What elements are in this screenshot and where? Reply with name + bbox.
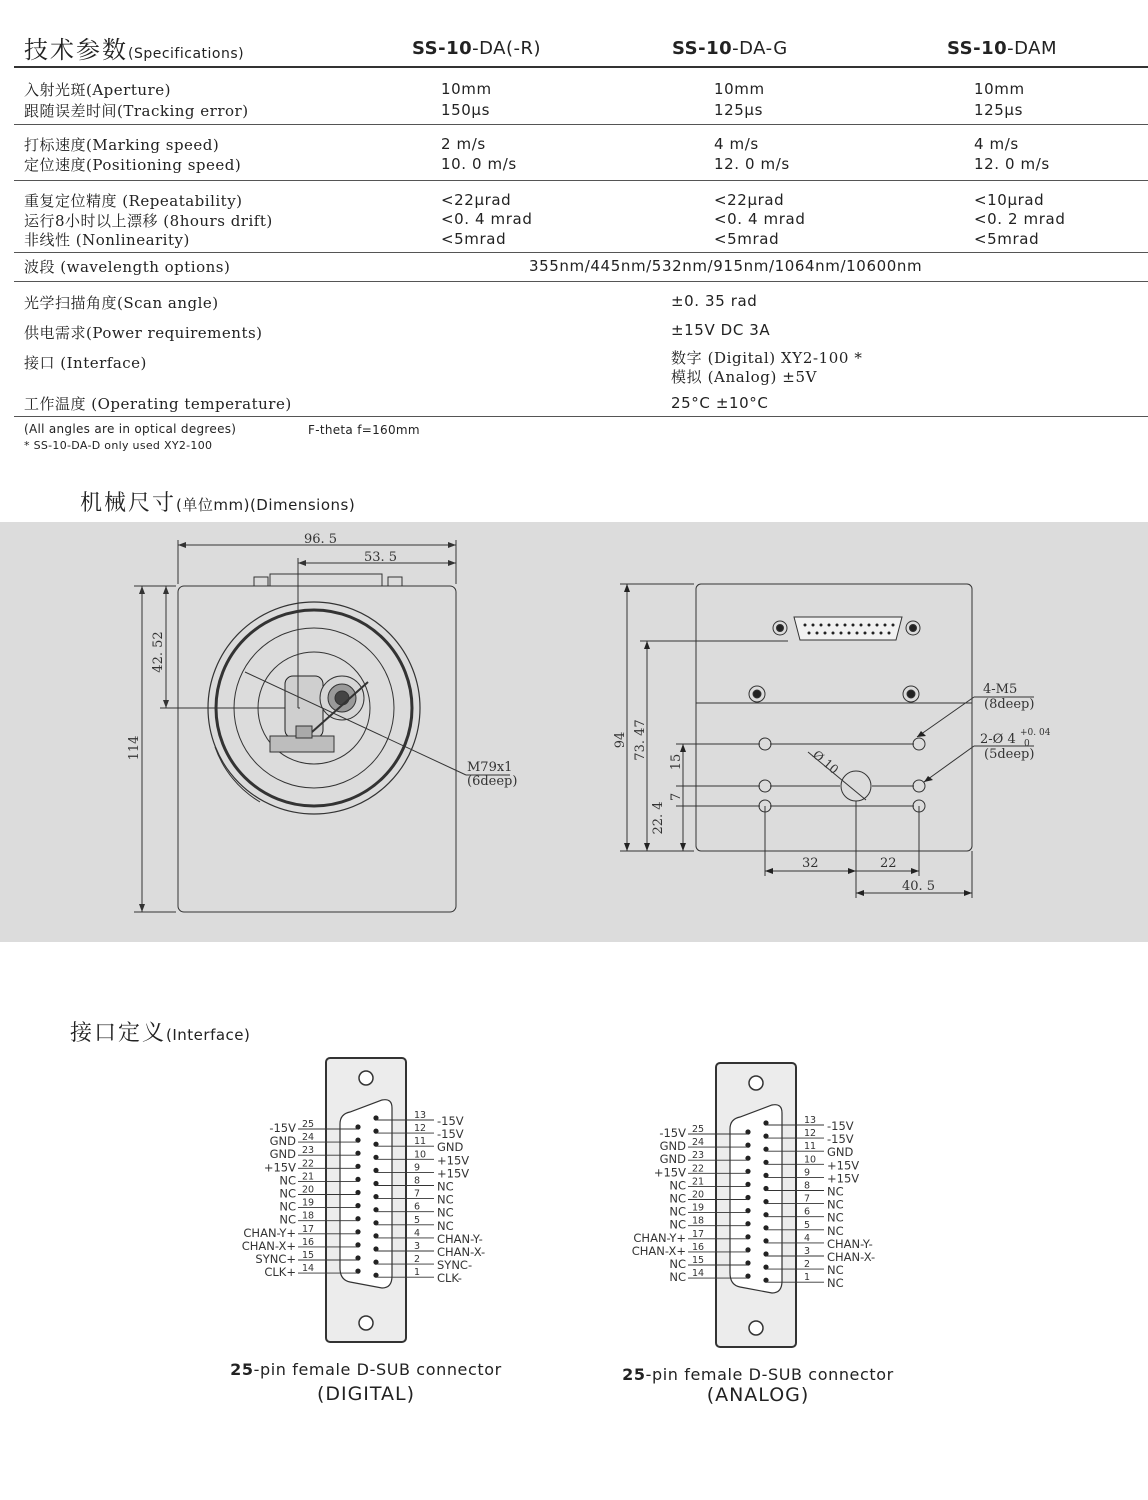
pin-signal-label: -15V: [437, 1127, 464, 1142]
digital-caption: [206, 1360, 526, 1379]
spec-value: <5mrad: [974, 230, 1040, 248]
model-header-2: [672, 38, 788, 59]
specs-title-en: (Specifications): [128, 46, 245, 62]
dimensions-title-en: (Dimensions): [249, 496, 356, 514]
pin-number: 16: [302, 1236, 315, 1248]
front-thread-depth: (6deep): [467, 774, 518, 789]
analog-caption-type: (ANALOG): [706, 1384, 810, 1406]
pin-signal-label: NC: [669, 1270, 686, 1285]
pin-signal-label: SYNC+: [255, 1252, 296, 1266]
spec-value-temperature: 25°C ±10°C: [671, 394, 769, 412]
model-header-1: [412, 38, 541, 59]
spec-label-interface: 接口 (Interface): [24, 354, 147, 372]
pin-signal-label: NC: [437, 1179, 454, 1194]
pin-number: 2: [804, 1259, 811, 1271]
interface-title-en: (Interface): [166, 1026, 251, 1044]
pin-signal-label: -15V: [659, 1126, 686, 1140]
front-dim-center: 53. 5: [364, 550, 398, 565]
side-dim-height: 94: [613, 731, 628, 749]
spec-value: <10μrad: [974, 191, 1045, 209]
analog-connector-diagram: [590, 1055, 930, 1355]
pin-number: 20: [692, 1189, 705, 1201]
front-dim-width: 96. 5: [304, 532, 338, 547]
spec-value: 4 m/s: [974, 135, 1019, 153]
spec-value: <5mrad: [714, 230, 780, 248]
spec-label-wavelength: 波段 (wavelength options): [24, 258, 231, 276]
divider: [14, 66, 1148, 68]
spec-value: 150μs: [441, 101, 490, 119]
mount-hole-icon: [359, 1071, 373, 1085]
spec-value-power: ±15V DC 3A: [671, 321, 771, 339]
pin-number: 20: [302, 1184, 315, 1196]
pin-number: 17: [302, 1223, 315, 1235]
model-header-3: [947, 38, 1057, 59]
pin-signal-label: GND: [659, 1152, 686, 1167]
pin-signal-label: SYNC-: [437, 1258, 473, 1273]
pin-signal-label: NC: [279, 1212, 296, 1227]
pin-signal-label: GND: [269, 1147, 296, 1162]
front-thread-label: M79x1: [467, 760, 513, 775]
pin-number: 24: [302, 1132, 315, 1144]
spec-label-positioning: 定位速度(Positioning speed): [24, 156, 242, 174]
pin-signal-label: NC: [279, 1173, 296, 1188]
interface-title: [70, 1016, 250, 1047]
pin-number: 15: [692, 1255, 705, 1266]
pin-number: 8: [804, 1180, 811, 1192]
divider: [14, 124, 1148, 125]
side-dim-connector: 73. 47: [633, 719, 648, 761]
pin-signal-label: CHAN-Y+: [243, 1225, 296, 1240]
dimensions-title: [80, 486, 355, 517]
spec-label-tracking: 跟随误差时间(Tracking error): [24, 102, 249, 120]
pin-signal-label: GND: [827, 1145, 854, 1160]
spec-value: 2 m/s: [441, 135, 486, 153]
pin-number: 2: [414, 1254, 421, 1266]
pin-number: 14: [692, 1268, 705, 1280]
pin-number: 25: [692, 1124, 705, 1135]
pin-signal-label: NC: [669, 1178, 686, 1193]
dimensions-title-unit: (单位mm): [176, 496, 250, 514]
spec-value: 4 m/s: [714, 135, 759, 153]
pin-number: 7: [414, 1188, 421, 1200]
digital-caption-bold: 25: [230, 1360, 254, 1379]
side-dim-bottom: 22. 4: [651, 801, 666, 835]
dimensions-title-zh: 机械尺寸: [80, 491, 177, 516]
pin-number: 14: [302, 1263, 315, 1275]
pin-number: 12: [414, 1123, 427, 1135]
pin-number: 11: [414, 1136, 427, 1148]
pin-number: 9: [414, 1162, 421, 1174]
spec-value: <0. 4 mrad: [441, 210, 533, 228]
model-2-rest: -DA-G: [732, 38, 788, 59]
pin-signal-label: NC: [827, 1263, 844, 1278]
pin-signal-label: CHAN-X+: [631, 1243, 686, 1258]
pin-signal-label: CLK+: [264, 1265, 296, 1280]
model-3-bold: SS-10: [947, 38, 1008, 59]
spec-label-power: 供电需求(Power requirements): [24, 324, 263, 342]
spec-label-scan-angle: 光学扫描角度(Scan angle): [24, 294, 219, 312]
spec-value: <0. 2 mrad: [974, 210, 1066, 228]
pin-number: 6: [414, 1201, 421, 1213]
spec-label-aperture: 入射光斑(Aperture): [24, 81, 171, 99]
pin-signal-label: CHAN-Y-: [827, 1236, 873, 1251]
spec-label-marking: 打标速度(Marking speed): [24, 136, 220, 154]
pin-signal-label: CHAN-Y+: [633, 1230, 686, 1245]
side-pin-label: 2-Ø 4: [980, 732, 1016, 747]
side-dim-32: 32: [802, 856, 819, 871]
model-3-rest: -DAM: [1007, 38, 1058, 59]
side-pin-tol-up: +0. 04: [1020, 728, 1051, 738]
pin-number: 11: [804, 1141, 817, 1153]
pin-signal-label: NC: [669, 1204, 686, 1219]
pin-number: 4: [414, 1227, 421, 1239]
spec-value: 12. 0 m/s: [974, 155, 1050, 173]
analog-caption: [598, 1365, 918, 1384]
pin-number: 13: [414, 1110, 427, 1121]
pin-signal-label: NC: [437, 1205, 454, 1220]
front-dim-height: 114: [127, 735, 142, 761]
model-1-bold: SS-10: [412, 38, 473, 59]
spec-value-wavelength: 355nm/445nm/532nm/915nm/1064nm/10600nm: [529, 257, 923, 275]
pin-signal-label: GND: [269, 1134, 296, 1149]
pin-signal-label: NC: [437, 1218, 454, 1233]
pin-signal-label: -15V: [437, 1114, 464, 1128]
pin-number: 13: [804, 1115, 817, 1126]
spec-label-drift: 运行8小时以上漂移 (8hours drift): [24, 212, 273, 230]
digital-caption-type: (DIGITAL): [316, 1383, 416, 1405]
pin-number: 21: [302, 1171, 315, 1183]
pin-number: 19: [302, 1197, 315, 1209]
spec-value: 125μs: [714, 101, 763, 119]
spec-value: 125μs: [974, 101, 1023, 119]
pin-signal-label: NC: [827, 1276, 844, 1291]
spec-value: <22μrad: [714, 191, 785, 209]
specs-title: [24, 30, 244, 65]
pin-signal-label: CHAN-X+: [241, 1238, 296, 1253]
pin-number: 5: [804, 1219, 811, 1231]
side-view-drawing: [574, 522, 1148, 942]
mount-hole-icon: [359, 1316, 373, 1330]
mount-hole-icon: [749, 1076, 763, 1090]
pin-number: 1: [414, 1267, 421, 1279]
pin-number: 18: [302, 1210, 315, 1222]
pin-number: 24: [692, 1137, 705, 1149]
divider: [14, 252, 1148, 253]
pin-number: 16: [692, 1241, 705, 1253]
spec-value-scan-angle: ±0. 35 rad: [671, 292, 758, 310]
specs-title-zh: 技术参数: [24, 36, 128, 64]
pin-number: 10: [414, 1149, 427, 1161]
pin-number: 6: [804, 1206, 811, 1218]
divider: [14, 281, 1148, 282]
spec-value: 10. 0 m/s: [441, 155, 517, 173]
pin-number: 5: [414, 1214, 421, 1226]
pin-number: 21: [692, 1176, 705, 1188]
front-dim-height-center: 42. 52: [151, 631, 166, 673]
side-dim-40-5: 40. 5: [902, 879, 936, 894]
side-pin-tol-low: 0: [1024, 739, 1030, 749]
model-2-bold: SS-10: [672, 38, 733, 59]
pin-number: 15: [302, 1250, 315, 1261]
spec-value: <5mrad: [441, 230, 507, 248]
pin-signal-label: CHAN-X-: [437, 1245, 486, 1259]
interface-title-zh: 接口定义: [70, 1021, 167, 1046]
pin-signal-label: -15V: [827, 1119, 854, 1133]
pin-signal-label: NC: [669, 1257, 686, 1271]
pin-signal-label: NC: [669, 1217, 686, 1232]
analog-caption-bold: 25: [622, 1365, 646, 1384]
pin-signal-label: GND: [437, 1140, 464, 1155]
pin-number: 3: [804, 1246, 811, 1257]
spec-value: 10mm: [974, 80, 1025, 98]
divider: [14, 416, 1148, 417]
spec-value-interface-digital: 数字 (Digital) XY2-100 *: [671, 349, 863, 367]
pin-number: 23: [302, 1145, 315, 1157]
pin-signal-label: NC: [827, 1184, 844, 1199]
pin-signal-label: GND: [659, 1139, 686, 1154]
side-hole-diameter: Ø 10: [810, 747, 842, 777]
pin-signal-label: CHAN-Y-: [437, 1231, 483, 1246]
pin-signal-label: +15V: [827, 1158, 860, 1173]
note-ftheta: F-theta f=160mm: [308, 423, 420, 437]
pin-number: 22: [692, 1163, 705, 1175]
spec-value: 10mm: [714, 80, 765, 98]
pin-signal-label: -15V: [269, 1121, 296, 1135]
side-dim-hole-spacing: 15: [669, 753, 684, 771]
spec-value: 12. 0 m/s: [714, 155, 790, 173]
pin-number: 19: [692, 1202, 705, 1214]
pin-signal-label: CLK-: [437, 1271, 462, 1286]
model-1-rest: -DA(-R): [472, 38, 542, 59]
pin-signal-label: NC: [279, 1186, 296, 1201]
pin-signal-label: CHAN-X-: [827, 1250, 876, 1264]
pin-number: 8: [414, 1175, 421, 1187]
side-m5-label: 4-M5: [983, 682, 1018, 697]
pin-signal-label: NC: [279, 1199, 296, 1214]
pin-number: 18: [692, 1215, 705, 1227]
pin-number: 12: [804, 1128, 817, 1140]
pin-number: 9: [804, 1167, 811, 1179]
side-m5-depth: (8deep): [984, 697, 1035, 712]
pin-number: 22: [302, 1158, 315, 1170]
pin-signal-label: NC: [437, 1192, 454, 1207]
pin-number: 10: [804, 1154, 817, 1166]
spec-value: <22μrad: [441, 191, 512, 209]
note-optical-degrees: (All angles are in optical degrees): [24, 422, 237, 436]
analog-caption-text: -pin female D-SUB connector: [645, 1365, 894, 1384]
pin-signal-label: +15V: [437, 1153, 470, 1168]
spec-value: <0. 4 mrad: [714, 210, 806, 228]
side-pin-depth: (5deep): [984, 747, 1035, 762]
divider: [14, 180, 1148, 181]
pin-number: 7: [804, 1193, 811, 1205]
digital-caption-text: -pin female D-SUB connector: [253, 1360, 502, 1379]
front-view-drawing: [0, 522, 574, 942]
pin-signal-label: +15V: [437, 1166, 470, 1181]
digital-connector-diagram: [200, 1050, 540, 1350]
note-xy2: * SS-10-DA-D only used XY2-100: [24, 439, 213, 452]
spec-label-repeatability: 重复定位精度 (Repeatability): [24, 192, 243, 210]
pin-signal-label: NC: [669, 1191, 686, 1206]
spec-value: 10mm: [441, 80, 492, 98]
pin-signal-label: NC: [827, 1223, 844, 1238]
pin-number: 17: [692, 1228, 705, 1240]
pin-number: 3: [414, 1241, 421, 1252]
pin-number: 23: [692, 1150, 705, 1162]
mount-hole-icon: [749, 1321, 763, 1335]
spec-label-temperature: 工作温度 (Operating temperature): [24, 395, 292, 413]
spec-label-nonlinearity: 非线性 (Nonlinearity): [24, 231, 190, 249]
spec-value-interface-analog: 模拟 (Analog) ±5V: [671, 368, 818, 386]
pin-signal-label: +15V: [653, 1165, 686, 1180]
pin-signal-label: -15V: [827, 1132, 854, 1147]
pin-number: 25: [302, 1119, 315, 1130]
pin-signal-label: NC: [827, 1197, 844, 1212]
pin-signal-label: +15V: [827, 1171, 860, 1186]
side-dim-pin-offset: 7: [669, 792, 684, 802]
pin-signal-label: +15V: [263, 1160, 296, 1175]
pin-signal-label: NC: [827, 1210, 844, 1225]
pin-number: 1: [804, 1272, 811, 1284]
pin-number: 4: [804, 1232, 811, 1244]
side-dim-22: 22: [880, 856, 897, 871]
